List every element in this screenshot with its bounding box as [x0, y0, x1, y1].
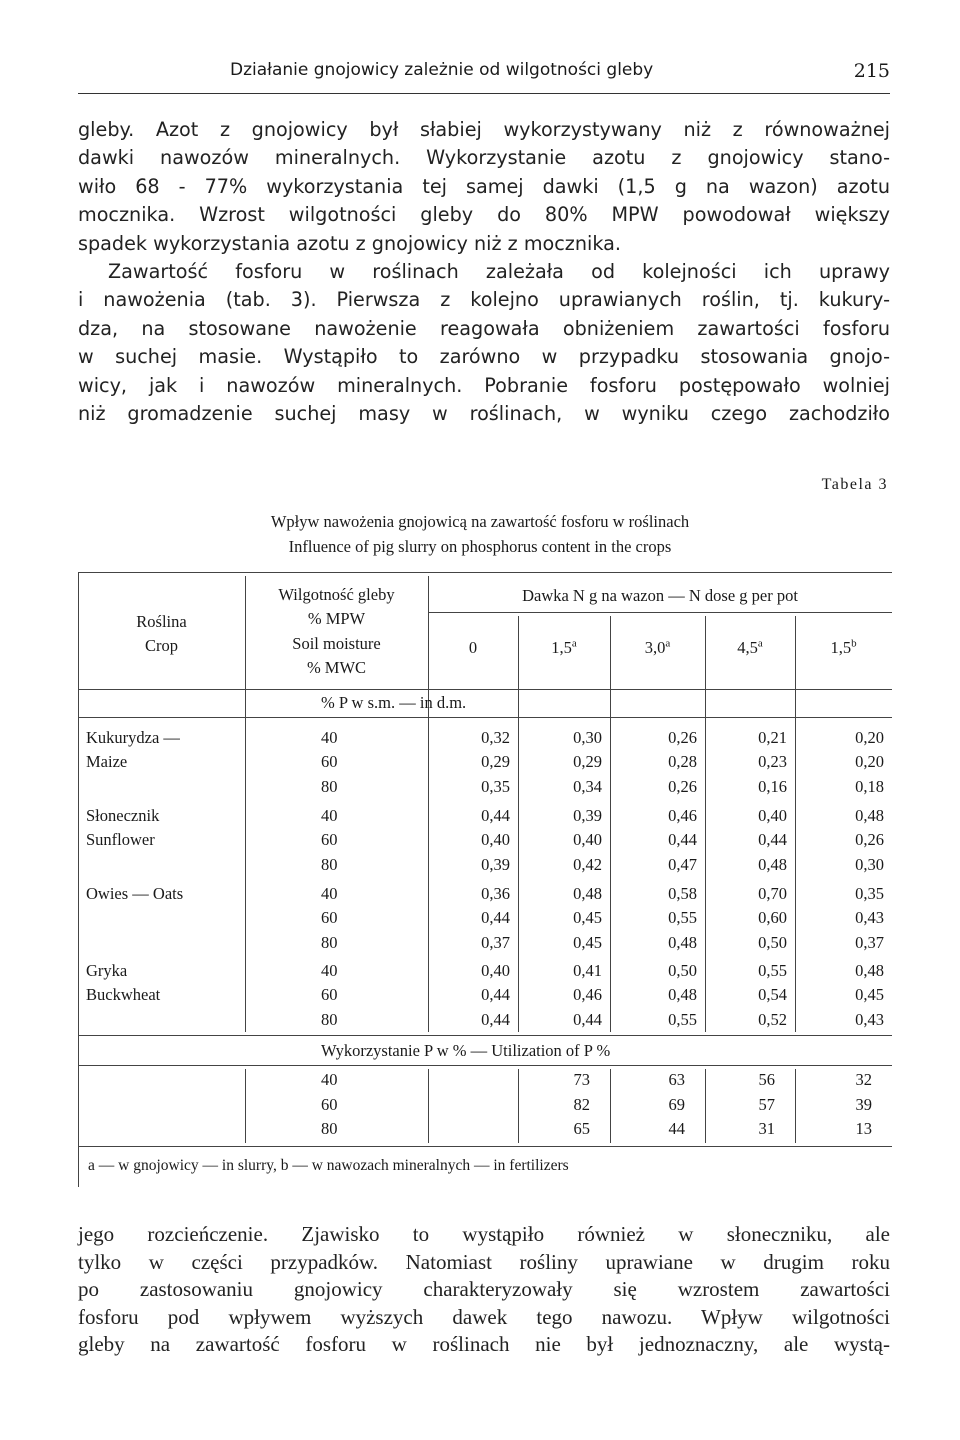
- crop-name-en: Buckwheat: [86, 985, 161, 1005]
- moisture-cell: 40: [321, 961, 338, 980]
- phosphorus-value: 0,40: [573, 830, 602, 850]
- moisture-header: % MPW: [307, 609, 366, 628]
- text-line: jego rozcieńczenie. Zjawisko to wystąpiło również w słoneczniku, ale: [78, 1222, 890, 1246]
- phosphorus-value: 0,45: [573, 932, 602, 952]
- utilization-value: 44: [668, 1119, 685, 1138]
- phosphorus-value: 0,26: [668, 776, 697, 796]
- utilization-header-rule: [78, 1065, 892, 1066]
- phosphorus-value: 0,39: [573, 806, 602, 825]
- moisture-cell: 60: [321, 830, 338, 850]
- crop-name-pl: Kukurydza —: [86, 728, 180, 747]
- phosphorus-value: 0,70: [758, 884, 787, 903]
- paragraph-bottom: [78, 1221, 890, 1359]
- moisture-header: Wilgotność gleby: [278, 585, 395, 604]
- running-title: Działanie gnojowicy zależnie od wilgotności gleby: [230, 60, 654, 80]
- phosphorus-value: 0,40: [481, 961, 510, 980]
- crop-name-pl: Owies — Oats: [86, 884, 184, 903]
- text-line: wicy, jak i nawozów mineralnych. Pobranie fosforu postępowało wolniej: [78, 373, 890, 397]
- phosphorus-value: 0,42: [573, 854, 602, 874]
- phosphorus-value: 0,44: [481, 908, 510, 928]
- phosphorus-table: [78, 572, 892, 1187]
- phosphorus-value: 0,44: [481, 1009, 510, 1029]
- phosphorus-value: 0,20: [855, 728, 884, 747]
- phosphorus-value: 0,55: [758, 961, 787, 980]
- utilization-value: 57: [758, 1095, 775, 1114]
- text-line: mocznika. Wzrost wilgotności gleby do 80% MPW powodował większy: [78, 203, 890, 227]
- table-label: Tabela 3: [821, 476, 888, 493]
- phosphorus-value: 0,37: [481, 932, 510, 952]
- phosphorus-value: 0,50: [668, 961, 697, 980]
- text-line: i nawożenia (tab. 3). Pierwsza z kolejno uprawianych roślin, tj. kukury-: [78, 288, 890, 312]
- header-rule: [78, 93, 890, 94]
- text-line: Zawartość fosforu w roślinach zależała od kolejności ich uprawy: [108, 260, 890, 284]
- phosphorus-value: 0,20: [855, 752, 884, 772]
- phosphorus-value: 0,48: [855, 806, 884, 825]
- phosphorus-value: 0,29: [573, 752, 602, 772]
- phosphorus-value: 0,45: [573, 908, 602, 928]
- moisture-cell: 60: [321, 985, 338, 1005]
- phosphorus-value: 0,39: [481, 854, 510, 874]
- crop-name-pl: Gryka: [86, 961, 128, 980]
- utilization-value: 31: [758, 1119, 775, 1138]
- phosphorus-value: 0,48: [758, 854, 787, 874]
- table-top-rule: [78, 572, 892, 573]
- utilization-value: 56: [758, 1070, 775, 1089]
- plant-header-en: Crop: [145, 636, 178, 655]
- phosphorus-value: 0,43: [855, 1009, 884, 1029]
- dose-column-header: 0: [468, 638, 478, 657]
- text-line: gleby na zawartość fosforu w roślinach nie był jednoznaczny, ale wystą-: [78, 1332, 890, 1356]
- text-line: spadek wykorzystania azotu z gnojowicy niż z mocznika.: [78, 231, 621, 255]
- phosphorus-value: 0,44: [668, 830, 697, 850]
- phosphorus-value: 0,28: [668, 752, 697, 772]
- phosphorus-value: 0,41: [573, 961, 602, 980]
- phosphorus-value: 0,30: [573, 728, 602, 747]
- phosphorus-value: 0,44: [481, 985, 510, 1005]
- phosphorus-value: 0,46: [668, 806, 697, 825]
- phosphorus-value: 0,48: [573, 884, 602, 903]
- col-divider: [428, 1069, 429, 1143]
- phosphorus-value: 0,55: [668, 1009, 697, 1029]
- moisture-cell: 80: [321, 776, 338, 796]
- phosphorus-value: 0,21: [758, 728, 787, 747]
- phosphorus-value: 0,16: [758, 776, 787, 796]
- utilization-title: Wykorzystanie P w % — Utilization of P %: [321, 1041, 611, 1060]
- crop-name-pl: Słonecznik: [86, 806, 160, 825]
- dose-column-header: 4,5$^a$: [737, 637, 763, 657]
- moisture-cell: 40: [321, 806, 338, 825]
- moisture-header: % MWC: [306, 658, 367, 677]
- phosphorus-value: 0,32: [481, 728, 510, 747]
- table-footnote: a — w gnojowicy — in slurry, b — w nawozach mineralnych — in fertilizers: [88, 1157, 569, 1174]
- phosphorus-value: 0,23: [758, 752, 787, 772]
- table-caption-en: Influence of pig slurry on phosphorus content in the crops: [288, 537, 672, 556]
- phosphorus-value: 0,47: [668, 854, 697, 874]
- utilization-top-rule: [78, 1035, 892, 1036]
- phosphorus-value: 0,45: [855, 985, 884, 1005]
- phosphorus-value: 0,29: [481, 752, 510, 772]
- utilization-value: 32: [855, 1070, 872, 1089]
- text-line: po zastosowaniu gnojowicy charakteryzowały się wzrostem zawartości: [78, 1277, 890, 1301]
- phosphorus-value: 0,40: [481, 830, 510, 850]
- utilization-value: 39: [855, 1095, 872, 1114]
- text-line: niż gromadzenie suchej masy w roślinach, w wyniku czego zachodziło: [78, 402, 890, 426]
- utilization-value: 63: [668, 1070, 685, 1089]
- unit-row: % P w s.m. — in d.m.: [321, 693, 467, 712]
- phosphorus-value: 0,18: [855, 776, 884, 796]
- text-line: w suchej masie. Wystąpiło to zarówno w przypadku stosowania gnojo-: [78, 345, 890, 369]
- phosphorus-value: 0,43: [855, 908, 884, 928]
- moisture-cell: 80: [321, 1119, 338, 1138]
- moisture-cell: 80: [321, 932, 338, 952]
- phosphorus-value: 0,48: [668, 985, 697, 1005]
- phosphorus-value: 0,58: [668, 884, 697, 903]
- phosphorus-value: 0,35: [855, 884, 884, 903]
- phosphorus-value: 0,37: [855, 932, 884, 952]
- utilization-value: 69: [668, 1095, 685, 1114]
- utilization-value: 13: [855, 1119, 872, 1138]
- dose-column-header: 3,0$^a$: [644, 637, 671, 657]
- table-left-border: [78, 572, 79, 1187]
- phosphorus-value: 0,55: [668, 908, 697, 928]
- moisture-cell: 40: [321, 1070, 338, 1089]
- phosphorus-value: 0,36: [481, 884, 510, 903]
- moisture-cell: 60: [321, 908, 338, 928]
- moisture-cell: 60: [321, 1095, 338, 1114]
- col-divider: [245, 1069, 246, 1143]
- phosphorus-value: 0,48: [855, 961, 884, 980]
- moisture-cell: 40: [321, 728, 338, 747]
- unit-row-rule: [78, 717, 892, 718]
- phosphorus-value: 0,26: [855, 830, 884, 850]
- moisture-cell: 40: [321, 884, 338, 903]
- phosphorus-value: 0,34: [573, 776, 602, 796]
- text-line: tylko w części przypadków. Natomiast rośliny uprawiane w drugim roku: [78, 1249, 890, 1274]
- phosphorus-value: 0,40: [758, 806, 787, 825]
- text-line: dza, na stosowane nawożenie reagowała obniżeniem zawartości fosforu: [78, 316, 890, 340]
- paragraph-top: [78, 116, 890, 428]
- text-line: dawki nawozów mineralnych. Wykorzystanie azotu z gnojowicy stano-: [78, 146, 890, 170]
- header-bottom-rule: [78, 689, 892, 690]
- phosphorus-value: 0,44: [573, 1009, 602, 1029]
- plant-header-pl: Roślina: [136, 612, 187, 631]
- moisture-header: Soil moisture: [292, 634, 381, 653]
- phosphorus-value: 0,48: [668, 932, 697, 952]
- table-bottom-rule: [78, 1146, 892, 1147]
- moisture-cell: 80: [321, 854, 338, 874]
- table-caption-pl: Wpływ nawożenia gnojowicą na zawartość fosforu w roślinach: [270, 512, 690, 531]
- phosphorus-value: 0,50: [758, 932, 787, 952]
- phosphorus-value: 0,60: [758, 908, 787, 928]
- utilization-value: 73: [573, 1070, 590, 1089]
- crop-name-en: Maize: [86, 752, 128, 772]
- phosphorus-value: 0,30: [855, 854, 884, 874]
- text-line: fosforu pod wpływem wyższych dawek tego nawozu. Wpływ wilgotności: [78, 1304, 890, 1329]
- phosphorus-value: 0,52: [758, 1009, 787, 1029]
- dose-header-rule: [428, 612, 892, 613]
- dose-header: Dawka N g na wazon — N dose g per pot: [522, 586, 798, 605]
- phosphorus-value: 0,46: [573, 985, 602, 1005]
- crop-name-en: Sunflower: [86, 830, 155, 850]
- moisture-cell: 60: [321, 752, 338, 772]
- phosphorus-value: 0,44: [481, 806, 510, 825]
- dose-column-header: 1,5$^a$: [551, 637, 577, 657]
- text-line: gleby. Azot z gnojowicy był słabiej wykorzystywany niż z równoważnej: [78, 118, 890, 141]
- phosphorus-value: 0,54: [758, 985, 787, 1005]
- phosphorus-value: 0,44: [758, 830, 787, 850]
- utilization-value: 65: [573, 1119, 590, 1138]
- utilization-value: 82: [573, 1095, 590, 1114]
- text-line: wiło 68 - 77% wykorzystania tej samej dawki (1,5 g na wazon) azotu: [78, 174, 890, 198]
- page-number: 215: [853, 60, 890, 82]
- running-header: [78, 60, 890, 86]
- moisture-cell: 80: [321, 1009, 338, 1029]
- phosphorus-value: 0,35: [481, 776, 510, 796]
- phosphorus-value: 0,26: [668, 728, 697, 747]
- dose-column-header: 1,5$^b$: [830, 637, 857, 657]
